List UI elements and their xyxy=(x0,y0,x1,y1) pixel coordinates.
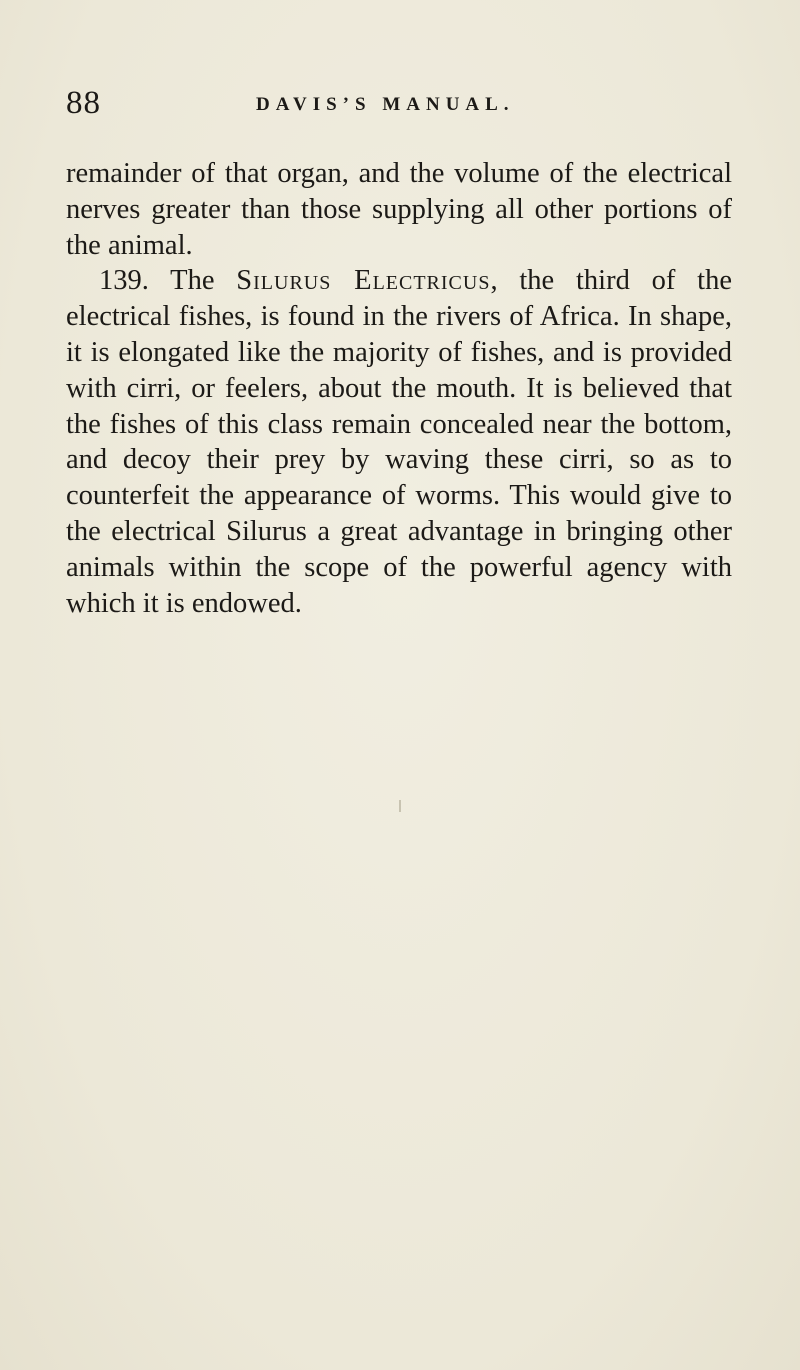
genus-name: Silurus Electricus xyxy=(236,265,491,297)
paragraph-139 xyxy=(66,263,732,621)
paragraph-lead: The xyxy=(170,265,215,297)
paper-speck xyxy=(399,800,401,812)
paragraph-continuation: remainder of that organ, and the volume of the electrical nerves greater than those supplying all other portions of the animal. xyxy=(66,158,732,261)
section-number: 139. xyxy=(99,265,149,297)
running-title: DAVIS’S MANUAL. xyxy=(256,94,515,115)
running-head xyxy=(66,83,746,123)
paragraph-body: , the third of the electrical fishes, is found in the rivers of Africa. In shape, it is elongated like the majority of fishes, and is provided with cirri, or feelers, about the mouth. It is believed that the fishes of this class remain concealed near the bottom, and decoy their prey by waving these cirri, so as to counterfeit the appearance of worms. This would give to the electrical Silurus a great advantage in bringing other animals within the scope of the powerful agency with which it is endowed. xyxy=(66,265,732,619)
body-text xyxy=(66,156,732,621)
page-number: 88 xyxy=(66,85,101,121)
